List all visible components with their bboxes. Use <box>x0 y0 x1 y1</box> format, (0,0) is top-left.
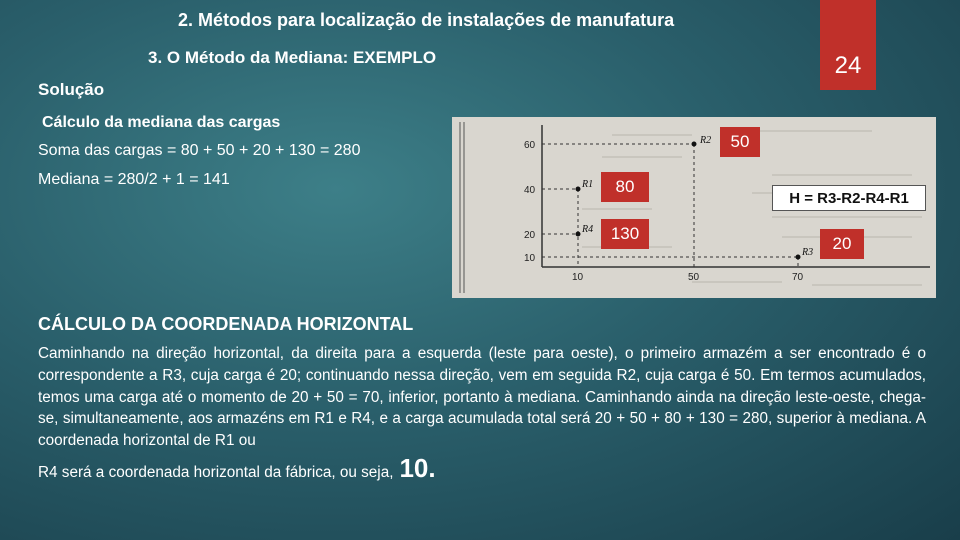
solution-heading: Solução <box>38 80 105 99</box>
answer-value: 10. <box>399 453 436 483</box>
explanation-paragraph: Caminhando na direção horizontal, da direita para a esquerda (leste para oeste), o primeiro armazém a ser encontrado é o correspondente a R3, cuja carga é 20; continuando nessa direção, vem em seguida R2, cuja carga é 50. Em termos acumulados, temos uma carga até o momento de 20 + 50 = 70, inferior, portanto à mediana. Caminhando ainda na direção leste-oeste, chega-se, simultaneamente, aos armazéns em R1 e R4, e a carga acumulada total será 20 + 50 + 80 + 130 = 280, superior à mediana. A coordenada horizontal de R1 ou <box>38 345 926 450</box>
conclusion-line <box>38 453 436 484</box>
load-label-r2: 50 <box>720 127 760 157</box>
load-label-r3: 20 <box>820 229 864 259</box>
median-calc-title: Cálculo da mediana das cargas <box>42 114 281 131</box>
horizontal-sequence-box: H = R3-R2-R4-R1 <box>772 185 926 211</box>
guide-lines <box>542 144 798 267</box>
label-r2: R2 <box>700 135 712 146</box>
load-label-r1: 80 <box>601 172 649 202</box>
conclusion-text: R4 será a coordenada horizontal da fábrica, ou seja, <box>38 464 394 481</box>
slide-subtitle: 3. O Método da Mediana: EXEMPLO <box>148 48 437 67</box>
label-r3: R3 <box>802 247 814 258</box>
point-r4 <box>576 232 581 237</box>
x-tick-10: 10 <box>572 272 584 283</box>
y-tick-10: 10 <box>524 253 536 264</box>
page-number: 24 <box>834 52 862 79</box>
label-r1: R1 <box>582 179 594 190</box>
slide-title: 2. Métodos para localização de instalações de manufatura <box>178 10 675 30</box>
y-tick-60: 60 <box>524 140 536 151</box>
sum-of-loads-line: Soma das cargas = 80 + 50 + 20 + 130 = 280 <box>38 142 361 159</box>
y-tick-20: 20 <box>524 230 536 241</box>
y-tick-40: 40 <box>524 185 536 196</box>
point-r2 <box>692 142 697 147</box>
section-heading: CÁLCULO DA COORDENADA HORIZONTAL <box>38 314 414 334</box>
x-tick-50: 50 <box>688 272 700 283</box>
point-r1 <box>576 187 581 192</box>
x-tick-70: 70 <box>792 272 804 283</box>
median-line: Mediana = 280/2 + 1 = 141 <box>38 171 230 188</box>
load-label-r4: 130 <box>601 219 649 249</box>
page-number-badge <box>820 0 876 90</box>
label-r4: R4 <box>582 224 594 235</box>
point-r3 <box>796 255 801 260</box>
